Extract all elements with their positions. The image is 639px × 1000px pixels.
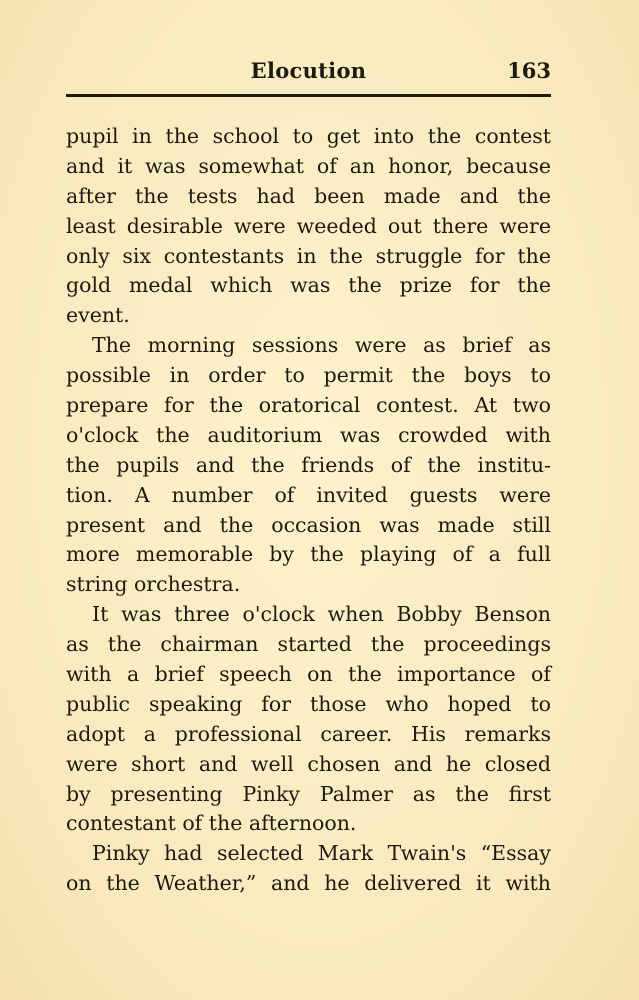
chapter-title: Elocution: [250, 58, 367, 83]
text-line: contestant of the afternoon.: [66, 811, 357, 836]
text-line: It was three o'clock when Bobby Benson: [92, 602, 551, 627]
text-line: tion. A number of invited guests were: [66, 482, 551, 507]
text-line: on the Weather,” and he delivered it with: [66, 871, 551, 896]
text-line: gold medal which was the prize for the: [66, 273, 551, 298]
text-line: and it was somewhat of an honor, because: [66, 153, 551, 178]
text-line: the pupils and the friends of the institu-: [66, 452, 551, 477]
text-line: least desirable were weeded out there were: [66, 213, 551, 238]
text-line: more memorable by the playing of a full: [66, 542, 551, 567]
text-line: as the chairman started the proceedings: [66, 632, 551, 657]
text-line: pupil in the school to get into the contest: [66, 124, 551, 148]
text-line: public speaking for those who hoped to: [66, 691, 551, 716]
text-line: adopt a professional career. His remarks: [66, 721, 551, 746]
running-head: [66, 58, 551, 90]
text-line: possible in order to permit the boys to: [66, 363, 551, 388]
text-line: prepare for the oratorical contest. At two: [66, 393, 551, 418]
text-line: with a brief speech on the importance of: [66, 662, 551, 687]
body-text: [66, 122, 551, 899]
text-line: were short and well chosen and he closed: [66, 751, 551, 776]
text-line: event.: [66, 303, 130, 328]
text-line: present and the occasion was made still: [66, 512, 551, 537]
text-line: after the tests had been made and the: [66, 183, 551, 208]
text-line: Pinky had selected Mark Twain's “Essay: [92, 841, 551, 866]
text-line: only six contestants in the struggle for the: [66, 243, 551, 268]
header-rule: [66, 94, 551, 97]
text-line: by presenting Pinky Palmer as the first: [66, 781, 551, 806]
page-number: 163: [507, 58, 551, 83]
text-line: string orchestra.: [66, 572, 241, 597]
text-line: The morning sessions were as brief as: [92, 333, 551, 358]
text-line: o'clock the auditorium was crowded with: [66, 422, 551, 447]
